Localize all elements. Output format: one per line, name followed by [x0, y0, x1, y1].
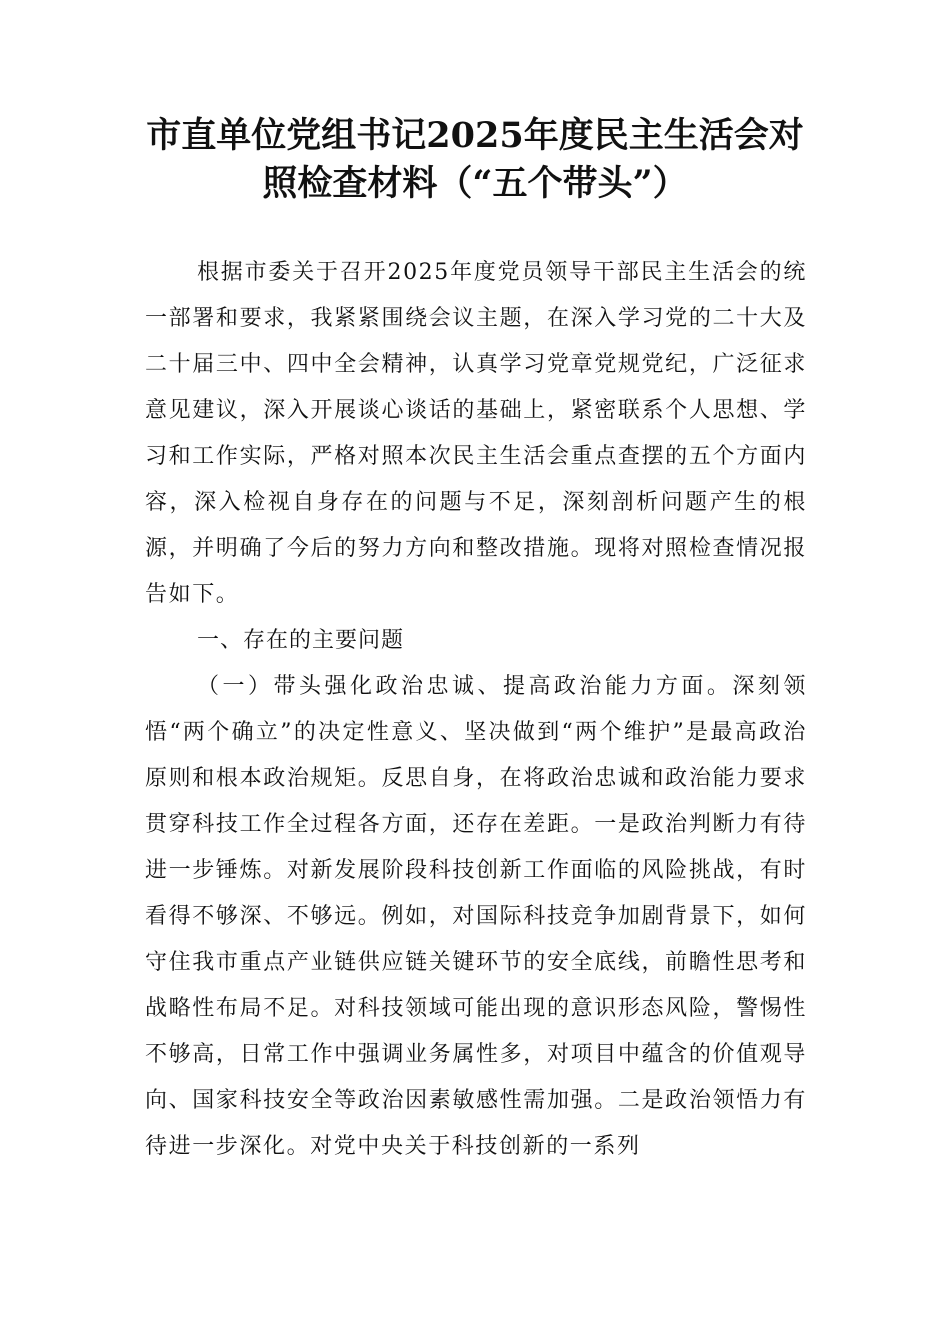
title-line-1: 市直单位党组书记2025年度民主生活会对: [146, 115, 804, 156]
intro-paragraph: 根据市委关于召开2025年度党员领导干部民主生活会的统一部署和要求，我紧紧围绕会议主题，在深入学习党的二十大及二十届三中、四中全会精神，认真学习党章党规党纪，广泛征求意见建议，深入开展谈心谈话的基础上，紧密联系个人思想、学习和工作实际，严格对照本次民主生活会重点查摆的五个方面内容，深入检视自身存在的问题与不足，深刻剖析问题产生的根源，并明确了今后的努力方向和整改措施。现将对照检查情况报告如下。: [145, 260, 807, 607]
title-line-2: 照检查材料（“五个带头”）: [262, 163, 688, 204]
document-title: [120, 112, 830, 208]
document-body: [145, 250, 807, 1170]
section-heading: 一、存在的主要问题: [197, 628, 405, 653]
section-1-paragraph: （一）带头强化政治忠诚、提高政治能力方面。深刻领悟“两个确立”的决定性意义、坚决做到“两个维护”是最高政治原则和根本政治规矩。反思自身，在将政治忠诚和政治能力要求贯穿科技工作全过程各方面，还存在差距。一是政治判断力有待进一步锤炼。对新发展阶段科技创新工作面临的风险挑战，有时看得不够深、不够远。例如，对国际科技竞争加剧背景下，如何守住我市重点产业链供应链关键环节的安全底线，前瞻性思考和战略性布局不足。对科技领域可能出现的意识形态风险，警惕性不够高，日常工作中强调业务属性多，对项目中蕴含的价值观导向、国家科技安全等政治因素敏感性需加强。二是政治领悟力有待进一步深化。对党中央关于科技创新的一系列: [145, 674, 807, 1159]
